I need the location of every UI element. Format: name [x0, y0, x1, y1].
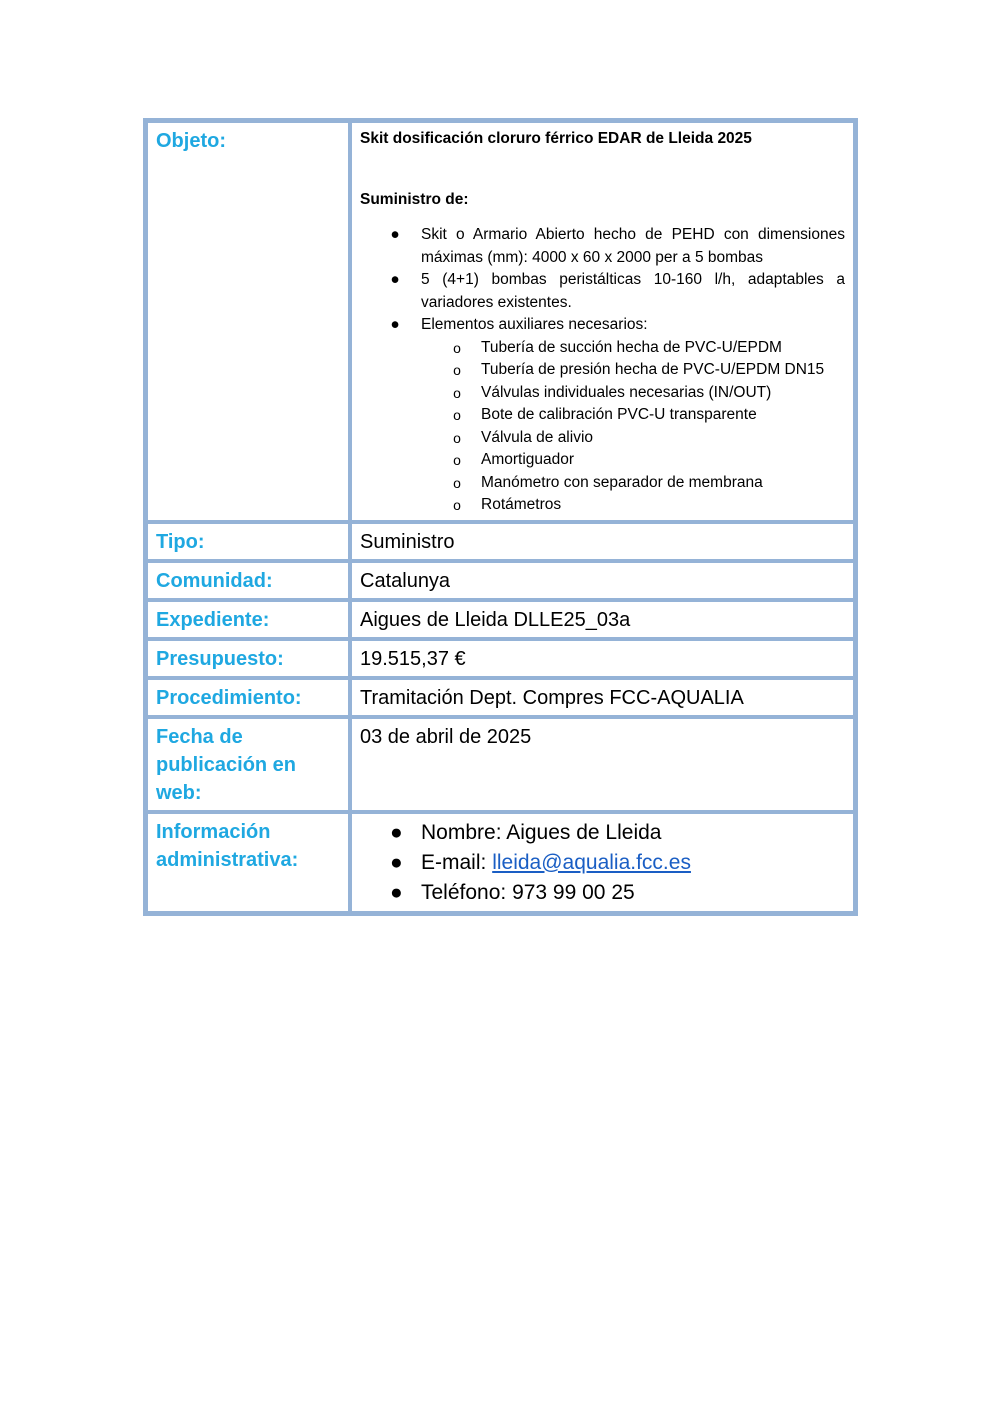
contact-telefono: Teléfono: 973 99 00 25 — [421, 880, 635, 904]
value-cell-presupuesto — [350, 639, 855, 678]
label-expediente: Expediente: — [156, 608, 270, 631]
sub-list-item-text: Manómetro con separador de membrana — [481, 473, 763, 491]
list-item — [360, 224, 845, 269]
sub-list-item-text: Válvula de alivio — [481, 428, 594, 446]
contact-list — [360, 818, 845, 908]
value-procedimiento: Tramitación Dept. Compres FCC-AQUALIA — [360, 686, 744, 709]
sub-list-item-text: Amortiguador — [481, 451, 575, 468]
circle-bullet-icon: o — [453, 474, 461, 491]
value-cell-tipo — [350, 522, 855, 561]
tender-info-table — [143, 118, 858, 916]
sub-list-item — [421, 427, 845, 450]
bullet-icon: ● — [390, 850, 403, 874]
bullet-icon: ● — [390, 316, 400, 333]
label-informacion: Información administrativa: — [156, 820, 299, 871]
row-procedimiento — [146, 678, 855, 717]
value-cell-fecha — [350, 717, 855, 812]
row-presupuesto — [146, 639, 855, 678]
sub-list-item — [421, 404, 845, 427]
contact-nombre: Nombre: Aigues de Lleida — [421, 820, 662, 844]
value-expediente: Aigues de Lleida DLLE25_03a — [360, 608, 631, 631]
value-cell-comunidad — [350, 561, 855, 600]
contact-item-nombre — [360, 818, 845, 848]
sub-list-item-text: Bote de calibración PVC-U transparente — [481, 406, 757, 423]
row-fecha — [146, 717, 855, 812]
label-cell-tipo — [146, 522, 350, 561]
circle-bullet-icon: o — [453, 452, 461, 468]
label-cell-comunidad — [146, 561, 350, 600]
value-cell-procedimiento — [350, 678, 855, 717]
bullet-icon: ● — [390, 226, 400, 243]
circle-bullet-icon: o — [453, 384, 461, 401]
value-cell-expediente — [350, 600, 855, 639]
sub-list-item — [421, 449, 845, 472]
sub-list-item — [421, 359, 845, 382]
label-cell-procedimiento — [146, 678, 350, 717]
sub-list-item — [421, 494, 845, 517]
value-cell-objeto — [350, 121, 855, 522]
contact-item-email — [360, 848, 845, 878]
sub-list-item-text: Tubería de succión hecha de PVC-U/EPDM — [481, 338, 782, 356]
value-comunidad: Catalunya — [360, 569, 451, 592]
list-item — [360, 314, 845, 517]
label-cell-fecha — [146, 717, 350, 812]
value-tipo: Suministro — [360, 530, 455, 553]
bullet-icon: ● — [390, 271, 400, 288]
label-comunidad: Comunidad: — [156, 569, 273, 592]
sub-list-item-text: Válvulas individuales necesarias (IN/OUT) — [481, 383, 772, 401]
row-informacion — [146, 812, 855, 913]
contact-item-telefono — [360, 878, 845, 908]
row-tipo — [146, 522, 855, 561]
label-fecha: Fecha de publicación en web: — [156, 725, 297, 804]
bullet-icon: ● — [390, 880, 403, 904]
row-comunidad — [146, 561, 855, 600]
auxiliary-elements-list — [421, 337, 845, 517]
sub-list-item-text: Tubería de presión hecha de PVC-U/EPDM DN15 — [481, 361, 825, 378]
row-objeto — [146, 121, 855, 522]
supply-heading: Suministro de: — [360, 190, 469, 208]
circle-bullet-icon: o — [453, 497, 461, 513]
supply-list — [360, 224, 845, 517]
email-link[interactable]: lleida@aqualia.fcc.es — [492, 850, 691, 874]
circle-bullet-icon: o — [453, 407, 461, 423]
bullet-icon: ● — [390, 820, 403, 844]
value-presupuesto: 19.515,37 € — [360, 647, 466, 670]
list-item-text: 5 (4+1) bombas peristálticas 10-160 l/h, adaptables a variadores existentes. — [421, 271, 845, 311]
list-item-text: Elementos auxiliares necesarios: — [421, 316, 648, 333]
value-cell-informacion — [350, 812, 855, 913]
label-presupuesto: Presupuesto: — [156, 647, 284, 670]
circle-bullet-icon: o — [453, 362, 461, 378]
label-procedimiento: Procedimiento: — [156, 686, 302, 709]
label-objeto: Objeto: — [156, 130, 226, 152]
contact-email-prefix: E-mail: — [421, 850, 493, 874]
list-item — [360, 269, 845, 314]
sub-list-item-text: Rotámetros — [481, 496, 562, 513]
objeto-title: Skit dosificación cloruro férrico EDAR de Lleida 2025 — [360, 130, 752, 147]
label-cell-informacion — [146, 812, 350, 913]
list-item-text: Skit o Armario Abierto hecho de PEHD con dimensiones máximas (mm): 4000 x 60 x 2000 per a 5 bombas — [421, 226, 845, 266]
label-cell-objeto — [146, 121, 350, 522]
sub-list-item — [421, 472, 845, 495]
circle-bullet-icon: o — [453, 429, 461, 446]
label-cell-presupuesto — [146, 639, 350, 678]
value-fecha: 03 de abril de 2025 — [360, 725, 532, 748]
circle-bullet-icon: o — [453, 339, 461, 356]
sub-list-item — [421, 337, 845, 360]
label-tipo: Tipo: — [156, 530, 205, 553]
sub-list-item — [421, 382, 845, 405]
row-expediente — [146, 600, 855, 639]
label-cell-expediente — [146, 600, 350, 639]
